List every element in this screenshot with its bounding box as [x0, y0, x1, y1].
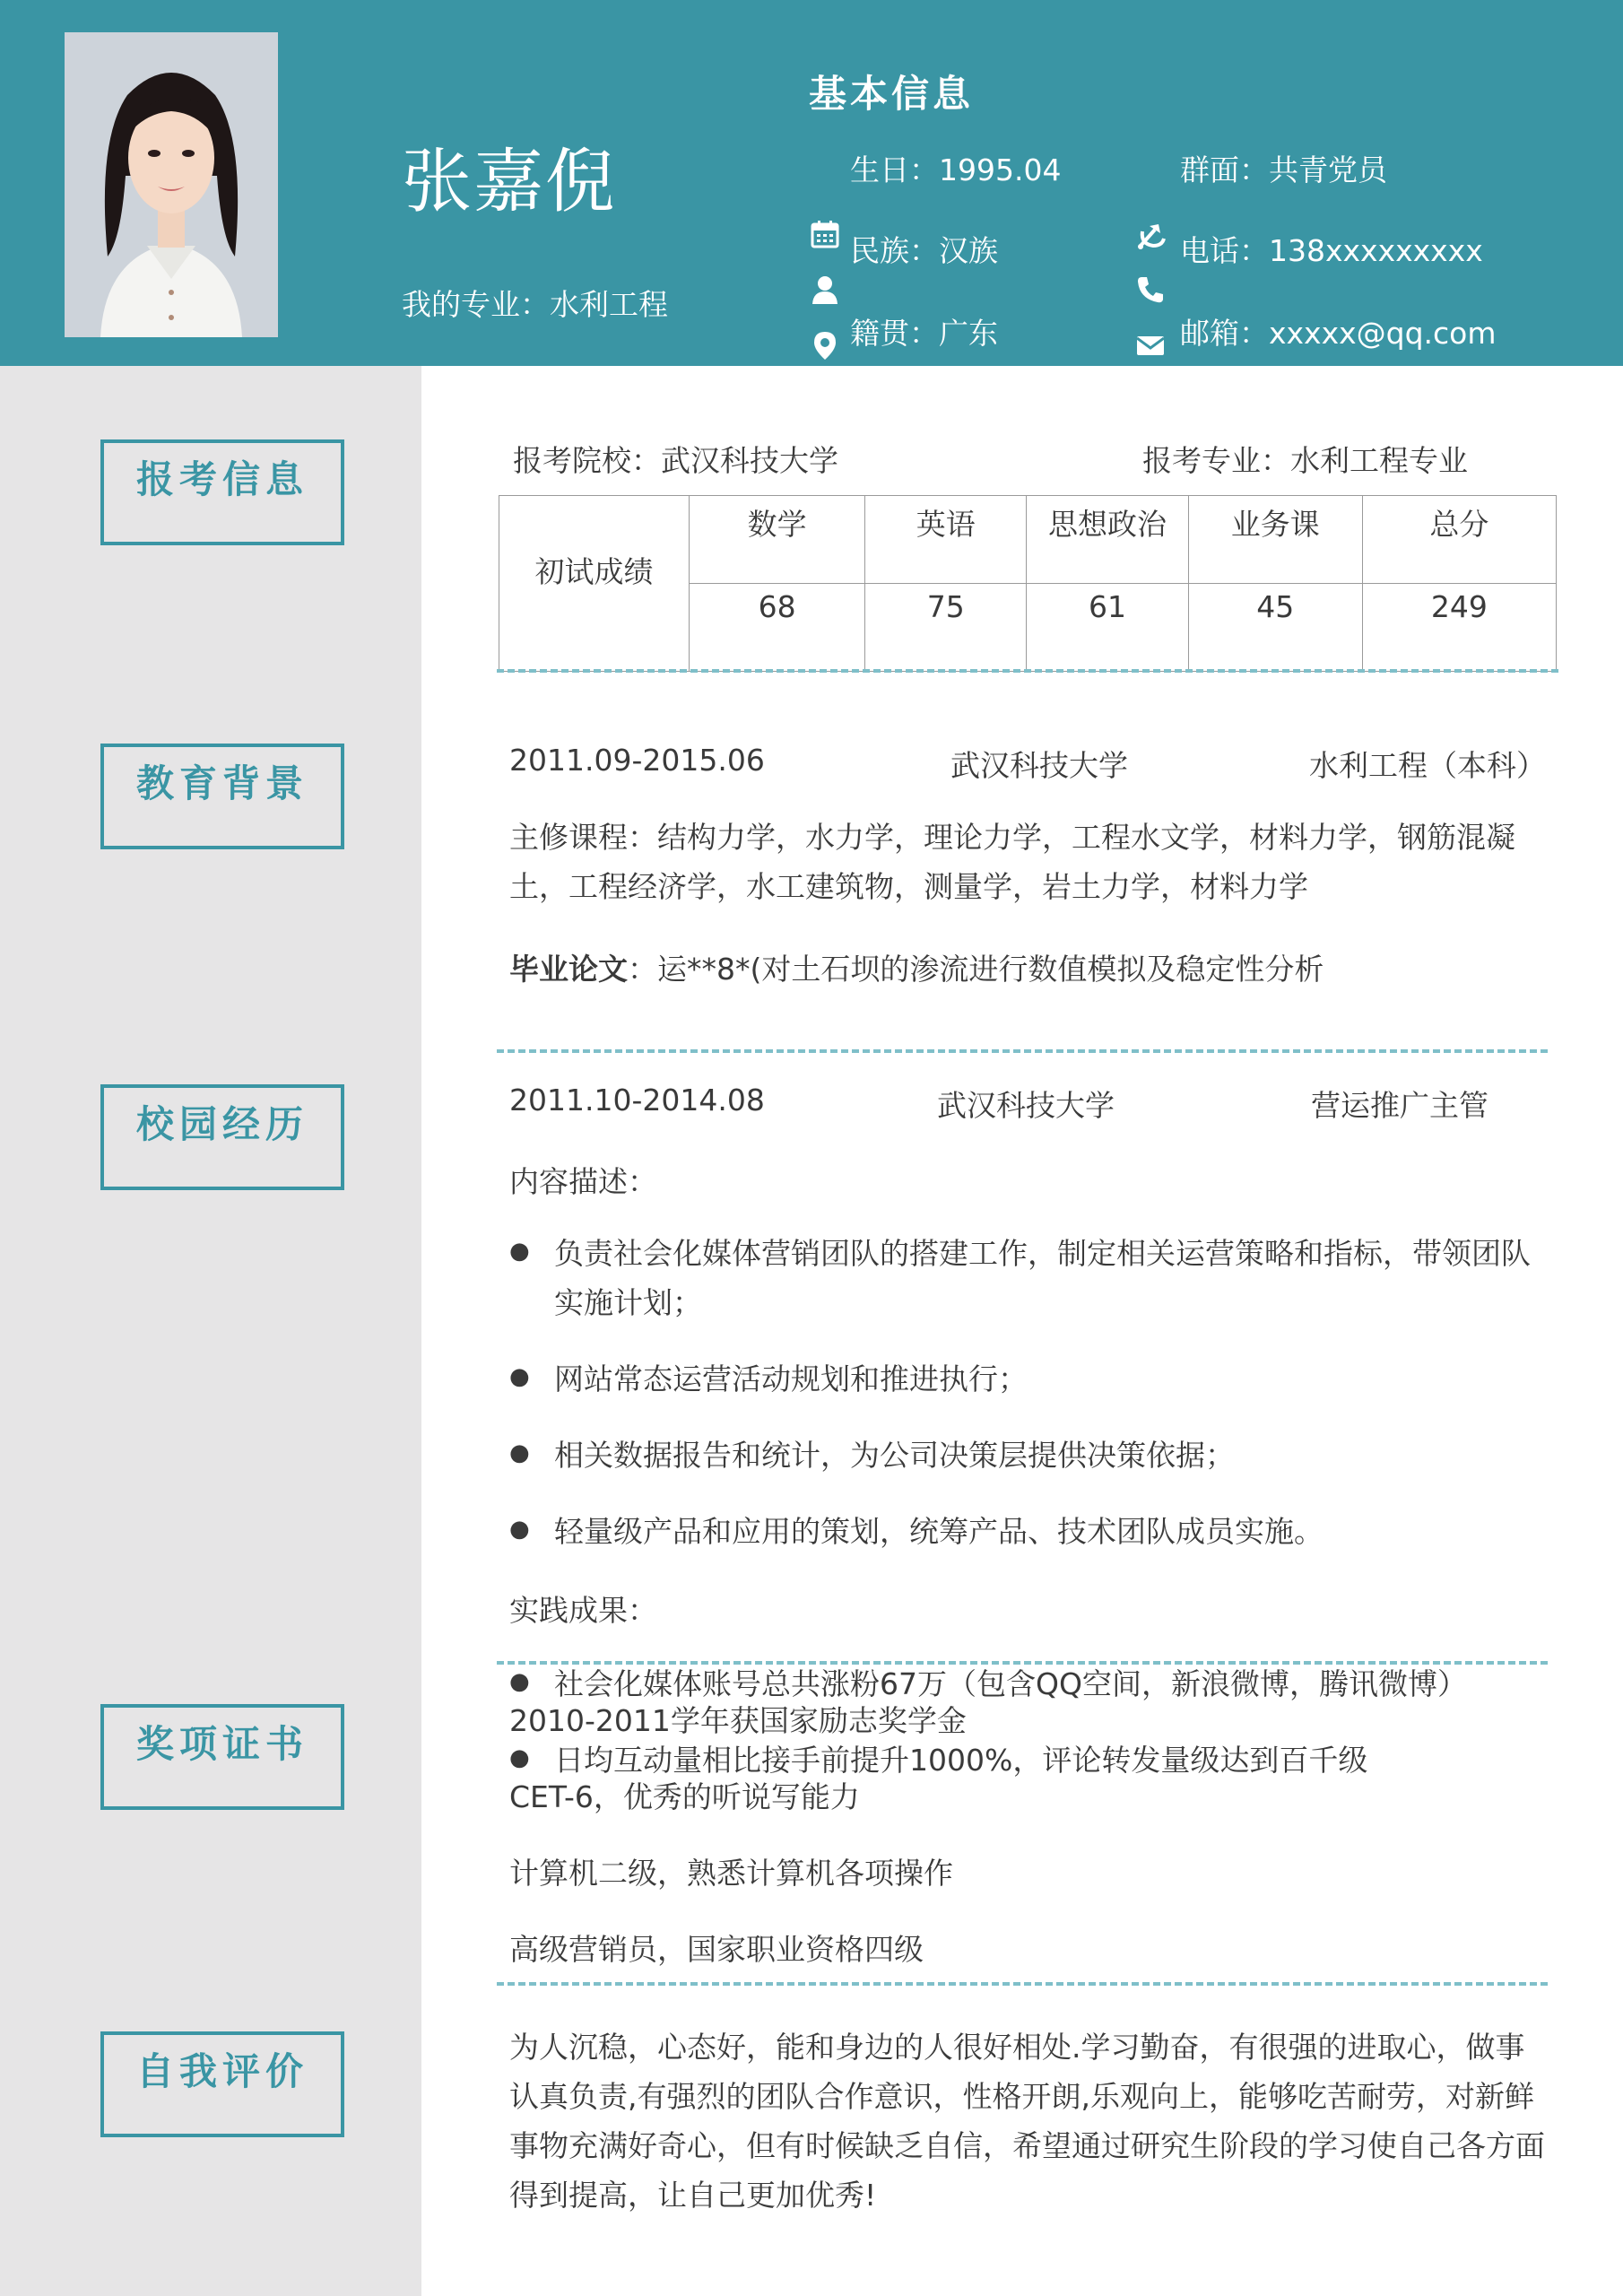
- section-title-exam: 报考信息: [100, 439, 344, 545]
- bullet-dot: ●: [509, 1516, 530, 1543]
- edu-thesis: [509, 946, 1324, 988]
- campus-period: 2011.10-2014.08: [509, 1083, 765, 1118]
- list-item: [509, 1431, 1541, 1480]
- score-value: 61: [1027, 584, 1188, 672]
- list-item-text: 负责社会化媒体营销团队的搭建工作，制定相关运营策略和指标，带领团队实施计划；: [554, 1236, 1531, 1320]
- bullet-dot: ●: [509, 1439, 530, 1466]
- user-icon: [810, 274, 840, 305]
- subject-header: 业务课: [1188, 496, 1362, 584]
- campus-achieve-label: 实践成果：: [509, 1593, 657, 1628]
- basic-info-title: 基本信息: [809, 72, 975, 116]
- score-value: 68: [690, 584, 865, 672]
- email-address: 邮箱：xxxxx@qq.com: [1180, 316, 1497, 351]
- thesis-text: ：运**8*(对土石坝的渗流进行数值模拟及稳定性分析: [628, 952, 1324, 987]
- award-item: 2010-2011学年获国家励志奖学金: [509, 1703, 967, 1738]
- subject-header: 数学: [690, 496, 865, 584]
- exam-major: 报考专业：水利工程专业: [1142, 443, 1468, 478]
- phone-number: 电话：138xxxxxxxxx: [1180, 233, 1483, 268]
- campus-school: 武汉科技大学: [937, 1088, 1115, 1123]
- section-title-self-eval: 自我评价: [100, 2031, 344, 2137]
- bullet-dot: ●: [509, 1668, 530, 1695]
- divider: [497, 669, 1558, 673]
- bullet-dot: ●: [509, 1363, 530, 1390]
- list-item-text: 社会化媒体账号总共涨粉67万（包含QQ空间，新浪微博，腾讯微博）: [554, 1666, 1467, 1701]
- party-emblem-icon: [1135, 221, 1166, 251]
- bullet-dot: ●: [509, 1238, 530, 1265]
- award-item: CET-6，优秀的听说写能力: [509, 1779, 860, 1814]
- score-value: 45: [1188, 584, 1362, 672]
- list-item-text: 日均互动量相比接手前提升1000%，评论转发量级达到百千级: [554, 1743, 1368, 1778]
- birthday: 生日：1995.04: [850, 152, 1062, 187]
- edu-school: 武汉科技大学: [950, 748, 1128, 783]
- subject-header: 英语: [865, 496, 1027, 584]
- award-item: 计算机二级，熟悉计算机各项操作: [509, 1856, 953, 1891]
- campus-desc-label: 内容描述：: [509, 1164, 657, 1199]
- ethnicity: 民族：汉族: [850, 233, 998, 268]
- subject-header: 思想政治: [1027, 496, 1188, 584]
- list-item: [509, 1354, 1541, 1404]
- phone-icon: [1135, 274, 1166, 305]
- candidate-name: 张嘉倪: [402, 142, 618, 222]
- list-item-text: 相关数据报告和统计，为公司决策层提供决策依据；: [554, 1438, 1235, 1473]
- list-item: [509, 1507, 1541, 1556]
- candidate-major: 我的专业：水利工程: [402, 287, 668, 322]
- award-item: 高级营销员，国家职业资格四级: [509, 1932, 924, 1967]
- exam-school: 报考院校：武汉科技大学: [513, 443, 838, 478]
- section-title-campus: 校园经历: [100, 1084, 344, 1190]
- campus-role: 营运推广主管: [1311, 1088, 1488, 1123]
- list-item-text: 网站常态运营活动规划和推进执行；: [554, 1361, 1028, 1396]
- self-eval-text: 为人沉稳，心态好，能和身边的人很好相处.学习勤奋，有很强的进取心，做事认真负责,有强烈的团队合作意识，性格开朗,乐观向上，能够吃苦耐劳，对新鲜事物充满好奇心，但有时候缺乏自信，希望通过研究生阶段的学习使自己各方面得到提高，让自己更加优秀!: [509, 2030, 1545, 2213]
- edu-courses: 主修课程：结构力学，水力学，理论力学，工程水文学，材料力学，钢筋混凝土，工程经济学，水工建筑物，测量学，岩土力学，材料力学: [509, 820, 1515, 904]
- divider: [497, 1049, 1548, 1053]
- score-value: 75: [865, 584, 1027, 672]
- edu-period: 2011.09-2015.06: [509, 743, 765, 778]
- section-title-awards: 奖项证书: [100, 1704, 344, 1810]
- political-status: 群面：共青党员: [1180, 152, 1387, 187]
- edu-degree: 水利工程（本科）: [1309, 748, 1546, 783]
- left-sidebar: [0, 366, 421, 2296]
- calendar-icon: [810, 219, 840, 249]
- divider: [497, 1982, 1548, 1986]
- thesis-label: 毕业论文: [509, 952, 628, 987]
- location-icon: [810, 330, 840, 361]
- list-item-text: 轻量级产品和应用的策划，统筹产品、技术团队成员实施。: [554, 1514, 1324, 1549]
- profile-photo: [65, 32, 278, 337]
- score-row-label: 初试成绩: [499, 496, 690, 672]
- score-value: 249: [1362, 584, 1556, 672]
- bullet-dot: ●: [509, 1744, 530, 1771]
- subject-header: 总分: [1362, 496, 1556, 584]
- envelope-icon: [1135, 330, 1166, 361]
- section-title-education: 教育背景: [100, 744, 344, 849]
- score-table: [499, 495, 1557, 672]
- list-item: [509, 1229, 1541, 1327]
- hometown: 籍贯：广东: [850, 316, 998, 351]
